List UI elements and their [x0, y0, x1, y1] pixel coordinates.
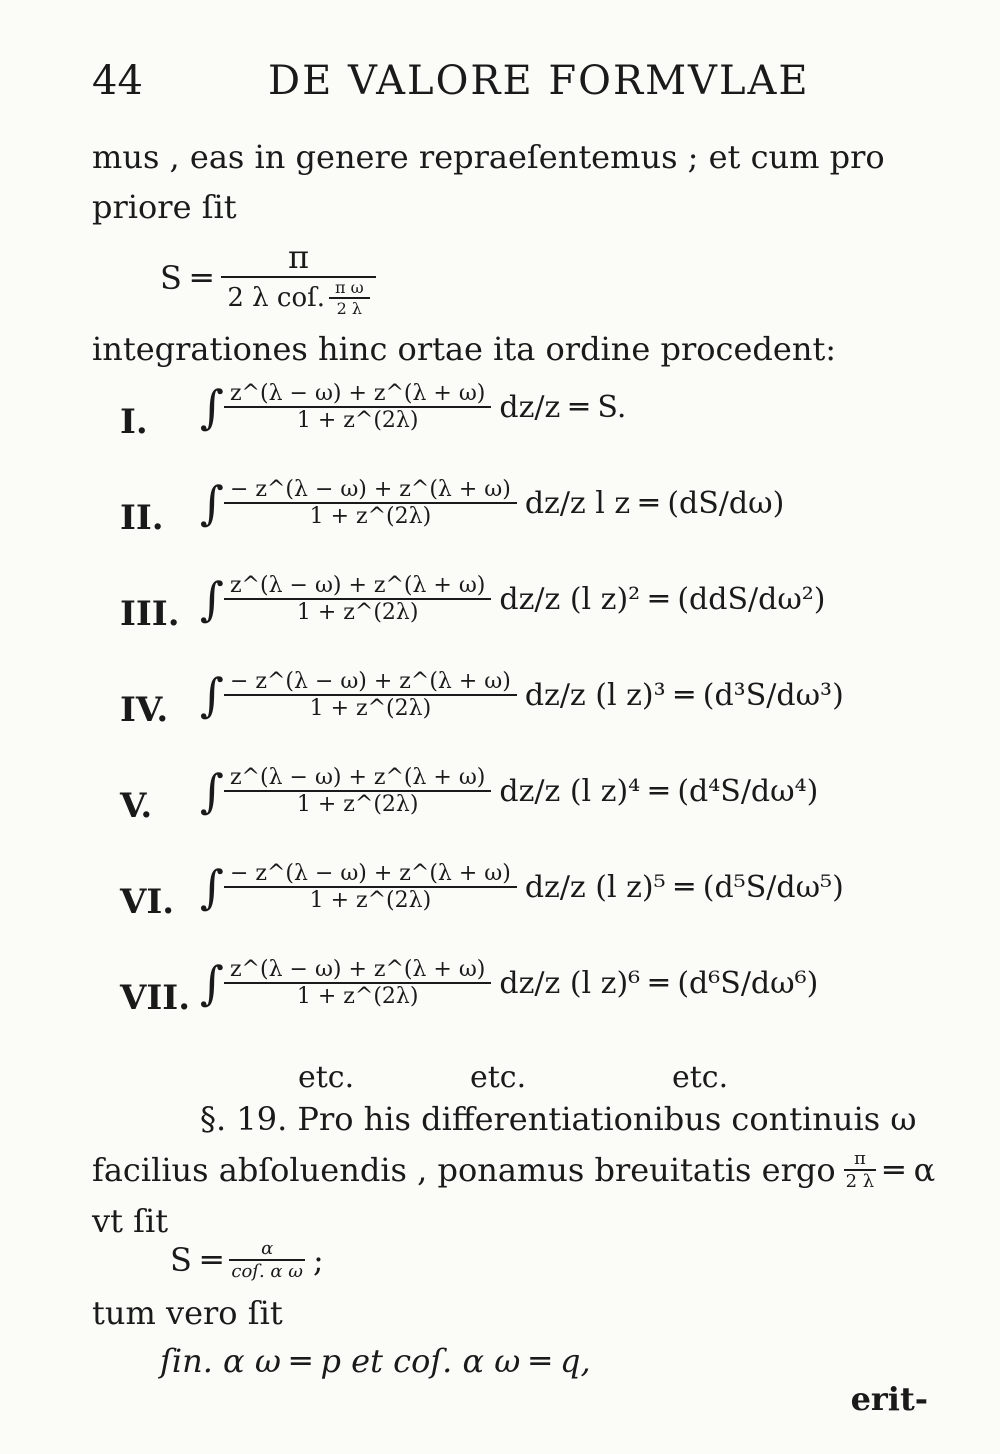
- equation-S-fraction: [221, 238, 375, 318]
- section-19-line-4: tum vero ſit: [92, 1294, 283, 1332]
- etc-3: etc.: [672, 1060, 729, 1095]
- etc-1: etc.: [298, 1060, 355, 1095]
- integral-fraction: [224, 477, 517, 529]
- integral-denominator: 1 + z^(2λ): [296, 984, 419, 1009]
- section-19-line-2: [92, 1148, 935, 1192]
- section-19-line-3: vt ſit: [92, 1202, 169, 1240]
- integral-sign: ∫: [200, 572, 224, 626]
- integral-numerator: z^(λ − ω) + z^(λ + ω): [229, 573, 486, 598]
- integral-label: VI.: [120, 882, 175, 922]
- equation-S2-tail: ;: [312, 1241, 324, 1279]
- equation-S-lhs: S ═: [160, 259, 212, 297]
- equation-S-sub-num: π ω: [335, 278, 364, 297]
- integral-numerator: z^(λ − ω) + z^(λ + ω): [229, 957, 486, 982]
- intro-line-2: priore ſit: [92, 188, 237, 226]
- integral-row: [200, 956, 818, 1010]
- section-19-line-2-text: facilius abſoluendis , ponamus breuitatis ergo: [92, 1151, 836, 1189]
- catchword: erit-: [850, 1380, 928, 1418]
- integral-row: [200, 764, 818, 818]
- integral-sign: ∫: [200, 860, 224, 914]
- integral-fraction: [224, 669, 517, 721]
- integral-tail: dz/z ═ S.: [499, 389, 627, 425]
- integral-row: [200, 572, 826, 626]
- integral-numerator: − z^(λ − ω) + z^(λ + ω): [229, 477, 511, 502]
- integral-sign: ∫: [200, 380, 224, 434]
- integral-numerator: − z^(λ − ω) + z^(λ + ω): [229, 669, 511, 694]
- integral-row: [200, 380, 626, 434]
- integral-label: I.: [120, 402, 148, 442]
- section-19-line-5: ſin. α ω ═ p et coſ. α ω ═ q,: [160, 1342, 591, 1380]
- equation-S2: [170, 1238, 324, 1282]
- equation-S: [160, 238, 376, 318]
- integral-denominator: 1 + z^(2λ): [296, 792, 419, 817]
- integral-label: IV.: [120, 690, 169, 730]
- integral-sign: ∫: [200, 668, 224, 722]
- section-19-line-1: §. 19. Pro his differentiationibus continuis ω: [200, 1100, 917, 1138]
- equation-S-den-text: 2 λ coſ.: [227, 283, 326, 313]
- equation-S-sub-den: 2 λ: [336, 299, 363, 318]
- integral-label: V.: [120, 786, 153, 826]
- integral-tail: dz/z (l z)³ ═ (d³S/dω³): [524, 677, 844, 713]
- equation-S-subfraction: [329, 278, 370, 318]
- equation-S-numerator: π: [288, 238, 310, 276]
- integral-label: III.: [120, 594, 180, 634]
- intro-line-3: integrationes hinc ortae ita ordine procedent:: [92, 330, 837, 368]
- integral-sign: ∫: [200, 476, 224, 530]
- integral-numerator: z^(λ − ω) + z^(λ + ω): [229, 381, 486, 406]
- running-head: DE VALORE FORMVLAE: [268, 58, 810, 104]
- alpha-fraction-den: 2 λ: [845, 1171, 875, 1192]
- integral-row: [200, 668, 844, 722]
- integral-tail: dz/z l z ═ (dS/dω): [524, 485, 785, 521]
- integral-denominator: 1 + z^(2λ): [309, 888, 432, 913]
- integral-numerator: − z^(λ − ω) + z^(λ + ω): [229, 861, 511, 886]
- integral-numerator: z^(λ − ω) + z^(λ + ω): [229, 765, 486, 790]
- integral-fraction: [224, 381, 491, 433]
- integral-denominator: 1 + z^(2λ): [296, 600, 419, 625]
- integral-tail: dz/z (l z)⁶ ═ (d⁶S/dω⁶): [499, 965, 819, 1001]
- integral-tail: dz/z (l z)² ═ (ddS/dω²): [499, 581, 826, 617]
- page-number: 44: [92, 58, 143, 104]
- equation-S2-den: coſ. α ω: [231, 1261, 303, 1282]
- integral-denominator: 1 + z^(2λ): [309, 696, 432, 721]
- integral-row: [200, 476, 784, 530]
- integral-fraction: [224, 957, 491, 1009]
- equation-S2-lhs: S ═: [170, 1241, 222, 1279]
- integral-denominator: 1 + z^(2λ): [309, 504, 432, 529]
- integral-label: II.: [120, 498, 164, 538]
- integral-row: [200, 860, 844, 914]
- integral-tail: dz/z (l z)⁴ ═ (d⁴S/dω⁴): [499, 773, 819, 809]
- integral-sign: ∫: [200, 764, 224, 818]
- equation-S2-num: α: [261, 1238, 274, 1259]
- equation-S2-fraction: [229, 1238, 305, 1282]
- integral-label: VII.: [120, 978, 191, 1018]
- intro-line-1: mus , eas in genere repraeſentemus ; et cum pro: [92, 138, 885, 176]
- integral-denominator: 1 + z^(2λ): [296, 408, 419, 433]
- integral-tail: dz/z (l z)⁵ ═ (d⁵S/dω⁵): [524, 869, 844, 905]
- equation-S-denominator: [221, 278, 375, 318]
- integral-fraction: [224, 861, 517, 913]
- alpha-equals: ═ α: [884, 1151, 936, 1189]
- alpha-fraction: [844, 1148, 877, 1192]
- integral-fraction: [224, 765, 491, 817]
- integral-fraction: [224, 573, 491, 625]
- integral-sign: ∫: [200, 956, 224, 1010]
- etc-2: etc.: [470, 1060, 527, 1095]
- alpha-fraction-num: π: [854, 1148, 866, 1169]
